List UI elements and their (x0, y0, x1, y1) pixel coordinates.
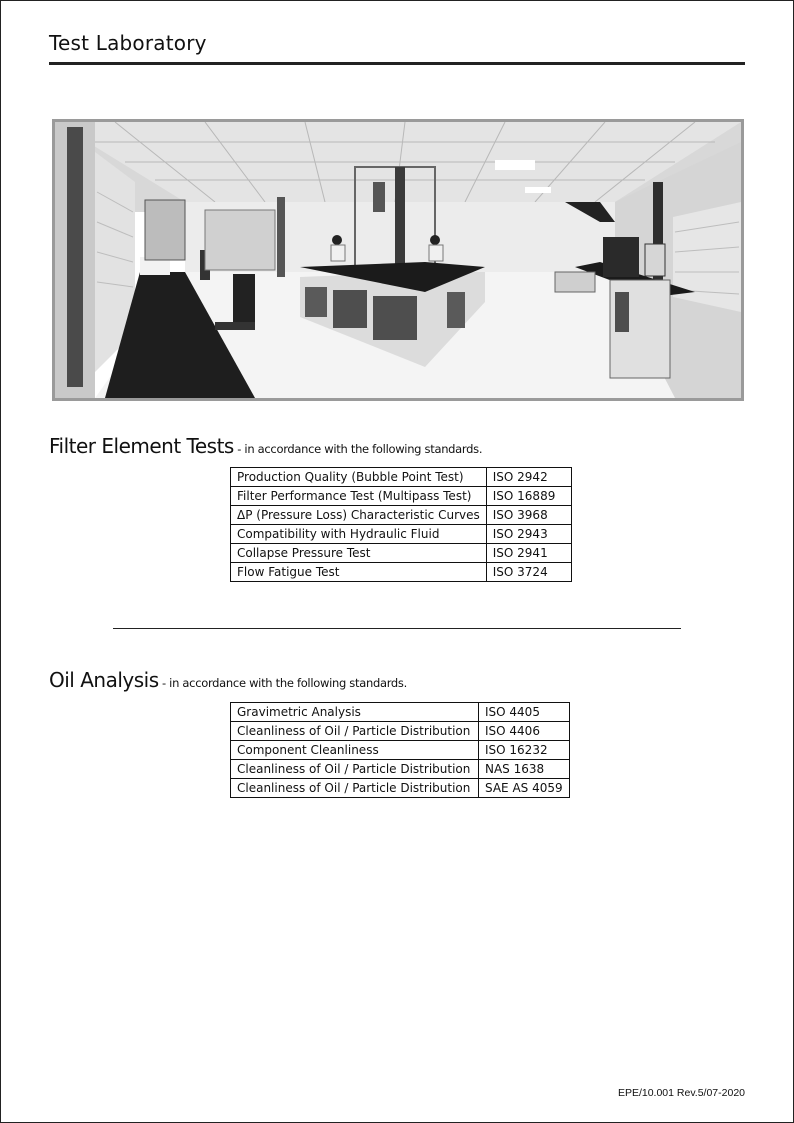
table-row (231, 487, 572, 506)
filter-tests-table (230, 467, 572, 582)
test-cell: Component Cleanliness (231, 741, 479, 760)
oil-section-heading (49, 668, 407, 692)
page-title: Test Laboratory (49, 31, 207, 55)
standard-cell: ISO 4406 (479, 722, 570, 741)
standard-cell: ISO 16889 (486, 487, 571, 506)
standard-cell: ISO 4405 (479, 703, 570, 722)
standard-cell: ISO 3724 (486, 563, 571, 582)
test-cell: Gravimetric Analysis (231, 703, 479, 722)
test-cell: Cleanliness of Oil / Particle Distribution (231, 722, 479, 741)
table-row (231, 544, 572, 563)
table-row (231, 563, 572, 582)
filter-section-title: Filter Element Tests (49, 434, 234, 458)
test-cell: Compatibility with Hydraulic Fluid (231, 525, 487, 544)
section-divider (113, 628, 681, 629)
test-cell: Cleanliness of Oil / Particle Distribution (231, 760, 479, 779)
standard-cell: ISO 16232 (479, 741, 570, 760)
standard-cell: NAS 1638 (479, 760, 570, 779)
title-rule (49, 62, 745, 65)
table-row (231, 722, 570, 741)
oil-analysis-table (230, 702, 570, 798)
table-row (231, 703, 570, 722)
filter-section-subtitle: - in accordance with the following standards. (233, 442, 483, 456)
test-cell: ΔP (Pressure Loss) Characteristic Curves (231, 506, 487, 525)
test-cell: Cleanliness of Oil / Particle Distribution (231, 779, 479, 798)
oil-section-title: Oil Analysis (49, 668, 159, 692)
standard-cell: SAE AS 4059 (479, 779, 570, 798)
test-cell: Filter Performance Test (Multipass Test) (231, 487, 487, 506)
standard-cell: ISO 2941 (486, 544, 571, 563)
laboratory-photo (52, 119, 744, 401)
standard-cell: ISO 3968 (486, 506, 571, 525)
standard-cell: ISO 2943 (486, 525, 571, 544)
test-cell: Flow Fatigue Test (231, 563, 487, 582)
table-row (231, 468, 572, 487)
oil-section-subtitle: - in accordance with the following standards. (158, 676, 407, 690)
table-row (231, 506, 572, 525)
table-row (231, 741, 570, 760)
test-cell: Collapse Pressure Test (231, 544, 487, 563)
document-code: EPE/10.001 Rev.5/07-2020 (617, 1087, 745, 1099)
table-row (231, 760, 570, 779)
test-cell: Production Quality (Bubble Point Test) (231, 468, 487, 487)
standard-cell: ISO 2942 (486, 468, 571, 487)
filter-section-heading (49, 434, 482, 458)
table-row (231, 779, 570, 798)
table-row (231, 525, 572, 544)
